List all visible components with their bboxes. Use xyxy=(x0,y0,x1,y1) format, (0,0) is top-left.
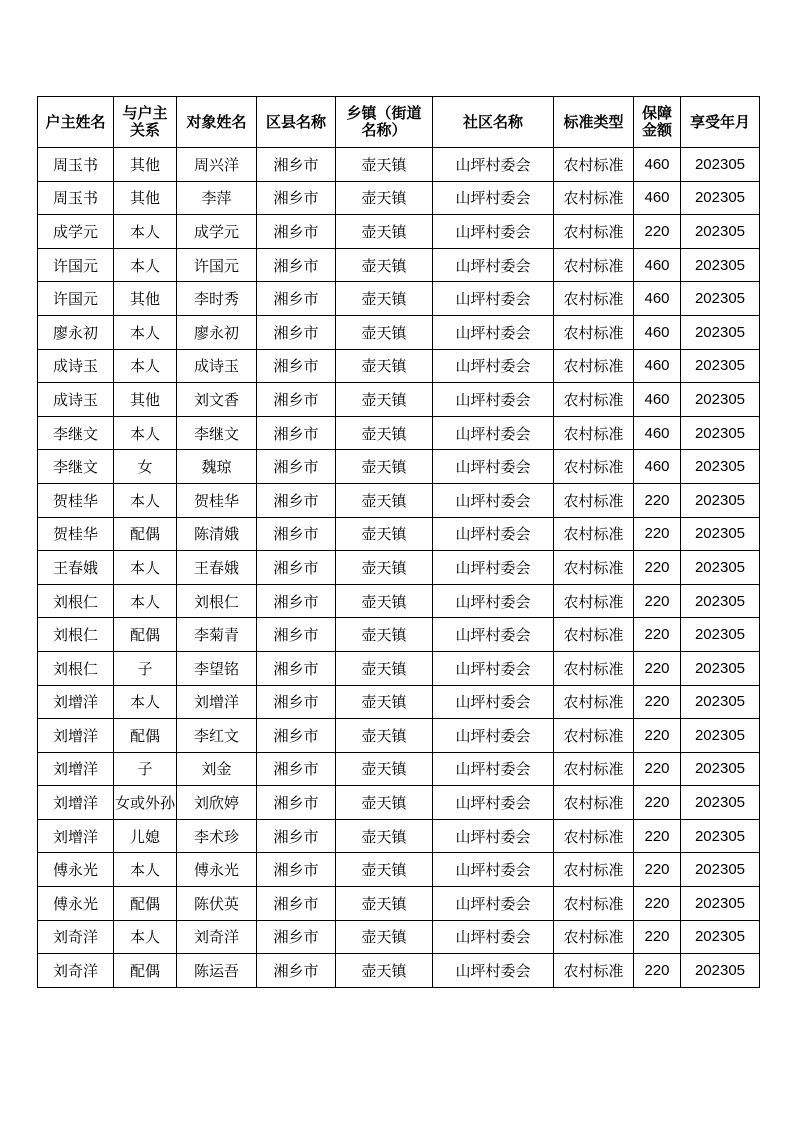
header-township: 乡镇（街道名称） xyxy=(336,97,433,148)
amount-cell: 220 xyxy=(634,719,681,753)
county-cell: 湘乡市 xyxy=(257,752,336,786)
county-cell: 湘乡市 xyxy=(257,584,336,618)
recipient-name-cell: 李望铭 xyxy=(177,651,257,685)
recipient-name-cell: 陈运吾 xyxy=(177,954,257,988)
relation-cell xyxy=(114,248,177,282)
household-head-cell: 刘增洋 xyxy=(38,786,114,820)
relation-cell xyxy=(114,920,177,954)
recipient-name-cell: 李术珍 xyxy=(177,819,257,853)
community-cell: 山坪村委会 xyxy=(433,181,554,215)
community-cell: 山坪村委会 xyxy=(433,551,554,585)
table-row xyxy=(38,517,760,551)
relation-text: 女 xyxy=(137,458,153,477)
county-cell: 湘乡市 xyxy=(257,248,336,282)
amount-cell: 220 xyxy=(634,786,681,820)
relation-text: 本人 xyxy=(129,424,160,443)
relation-text: 子 xyxy=(137,659,153,678)
month-cell: 202305 xyxy=(681,416,760,450)
recipient-name-cell: 刘金 xyxy=(177,752,257,786)
recipient-name-cell: 李继文 xyxy=(177,416,257,450)
standard-type-cell: 农村标准 xyxy=(554,248,634,282)
recipient-name-cell: 刘增洋 xyxy=(177,685,257,719)
household-head-cell: 贺桂华 xyxy=(38,483,114,517)
amount-cell: 460 xyxy=(634,282,681,316)
table-row xyxy=(38,920,760,954)
community-cell: 山坪村委会 xyxy=(433,315,554,349)
township-cell: 壶天镇 xyxy=(336,416,433,450)
standard-type-cell: 农村标准 xyxy=(554,651,634,685)
recipient-name-cell: 傅永光 xyxy=(177,853,257,887)
month-cell: 202305 xyxy=(681,618,760,652)
month-cell: 202305 xyxy=(681,853,760,887)
standard-type-cell: 农村标准 xyxy=(554,148,634,182)
month-cell: 202305 xyxy=(681,719,760,753)
amount-cell: 460 xyxy=(634,315,681,349)
header-month: 享受年月 xyxy=(681,97,760,148)
month-cell: 202305 xyxy=(681,584,760,618)
standard-type-cell: 农村标准 xyxy=(554,584,634,618)
standard-type-cell: 农村标准 xyxy=(554,450,634,484)
month-cell: 202305 xyxy=(681,349,760,383)
amount-cell: 220 xyxy=(634,819,681,853)
recipient-name-cell: 王春娥 xyxy=(177,551,257,585)
household-head-cell: 李继文 xyxy=(38,450,114,484)
community-cell: 山坪村委会 xyxy=(433,887,554,921)
community-cell: 山坪村委会 xyxy=(433,148,554,182)
recipient-name-cell: 刘欣婷 xyxy=(177,786,257,820)
relation-text: 其他 xyxy=(129,390,160,409)
community-cell: 山坪村委会 xyxy=(433,584,554,618)
county-cell: 湘乡市 xyxy=(257,383,336,417)
recipient-name-cell: 成诗玉 xyxy=(177,349,257,383)
township-cell: 壶天镇 xyxy=(336,517,433,551)
relation-cell xyxy=(114,954,177,988)
header-row xyxy=(38,97,760,148)
table-row xyxy=(38,685,760,719)
relation-text: 配偶 xyxy=(129,894,160,913)
standard-type-cell: 农村标准 xyxy=(554,315,634,349)
relation-cell xyxy=(114,719,177,753)
relation-text: 本人 xyxy=(129,693,160,712)
household-head-cell: 刘增洋 xyxy=(38,685,114,719)
relation-text: 配偶 xyxy=(129,525,160,544)
standard-type-cell: 农村标准 xyxy=(554,887,634,921)
relation-cell xyxy=(114,349,177,383)
amount-cell: 460 xyxy=(634,148,681,182)
county-cell: 湘乡市 xyxy=(257,181,336,215)
amount-cell: 220 xyxy=(634,752,681,786)
amount-cell: 220 xyxy=(634,920,681,954)
standard-type-cell: 农村标准 xyxy=(554,349,634,383)
township-cell: 壶天镇 xyxy=(336,483,433,517)
header-recipient-name: 对象姓名 xyxy=(177,97,257,148)
township-cell: 壶天镇 xyxy=(336,920,433,954)
recipient-name-cell: 李萍 xyxy=(177,181,257,215)
relation-text: 本人 xyxy=(129,861,160,880)
relation-text: 其他 xyxy=(129,155,160,174)
month-cell: 202305 xyxy=(681,248,760,282)
community-cell: 山坪村委会 xyxy=(433,685,554,719)
county-cell: 湘乡市 xyxy=(257,685,336,719)
community-cell: 山坪村委会 xyxy=(433,517,554,551)
county-cell: 湘乡市 xyxy=(257,551,336,585)
month-cell: 202305 xyxy=(681,786,760,820)
recipient-name-cell: 许国元 xyxy=(177,248,257,282)
township-cell: 壶天镇 xyxy=(336,349,433,383)
household-head-cell: 廖永初 xyxy=(38,315,114,349)
community-cell: 山坪村委会 xyxy=(433,450,554,484)
household-head-cell: 许国元 xyxy=(38,282,114,316)
township-cell: 壶天镇 xyxy=(336,887,433,921)
standard-type-cell: 农村标准 xyxy=(554,517,634,551)
header-standard-type: 标准类型 xyxy=(554,97,634,148)
community-cell: 山坪村委会 xyxy=(433,954,554,988)
community-cell: 山坪村委会 xyxy=(433,483,554,517)
table-header xyxy=(38,97,760,148)
amount-cell: 220 xyxy=(634,954,681,988)
relation-cell xyxy=(114,853,177,887)
relation-cell xyxy=(114,752,177,786)
amount-cell: 220 xyxy=(634,618,681,652)
township-cell: 壶天镇 xyxy=(336,450,433,484)
month-cell: 202305 xyxy=(681,887,760,921)
table-row xyxy=(38,719,760,753)
relation-text: 配偶 xyxy=(129,626,160,645)
relation-cell xyxy=(114,383,177,417)
household-head-cell: 刘根仁 xyxy=(38,584,114,618)
household-head-cell: 刘增洋 xyxy=(38,719,114,753)
table-row xyxy=(38,148,760,182)
recipient-name-cell: 周兴洋 xyxy=(177,148,257,182)
household-head-cell: 成学元 xyxy=(38,215,114,249)
table-row xyxy=(38,315,760,349)
relation-text: 本人 xyxy=(129,357,160,376)
amount-cell: 220 xyxy=(634,853,681,887)
month-cell: 202305 xyxy=(681,517,760,551)
household-head-cell: 刘增洋 xyxy=(38,819,114,853)
household-head-cell: 贺桂华 xyxy=(38,517,114,551)
standard-type-cell: 农村标准 xyxy=(554,719,634,753)
community-cell: 山坪村委会 xyxy=(433,416,554,450)
relation-cell xyxy=(114,786,177,820)
standard-type-cell: 农村标准 xyxy=(554,853,634,887)
household-head-cell: 刘根仁 xyxy=(38,651,114,685)
table-row xyxy=(38,450,760,484)
county-cell: 湘乡市 xyxy=(257,349,336,383)
county-cell: 湘乡市 xyxy=(257,920,336,954)
month-cell: 202305 xyxy=(681,215,760,249)
county-cell: 湘乡市 xyxy=(257,450,336,484)
recipient-name-cell: 李时秀 xyxy=(177,282,257,316)
standard-type-cell: 农村标准 xyxy=(554,483,634,517)
recipient-name-cell: 陈伏英 xyxy=(177,887,257,921)
table-row xyxy=(38,383,760,417)
county-cell: 湘乡市 xyxy=(257,887,336,921)
month-cell: 202305 xyxy=(681,181,760,215)
community-cell: 山坪村委会 xyxy=(433,215,554,249)
standard-type-cell: 农村标准 xyxy=(554,181,634,215)
month-cell: 202305 xyxy=(681,315,760,349)
recipient-name-cell: 刘奇洋 xyxy=(177,920,257,954)
community-cell: 山坪村委会 xyxy=(433,248,554,282)
relation-text: 配偶 xyxy=(129,962,160,981)
relation-text: 本人 xyxy=(129,256,160,275)
township-cell: 壶天镇 xyxy=(336,148,433,182)
amount-cell: 460 xyxy=(634,450,681,484)
recipient-name-cell: 成学元 xyxy=(177,215,257,249)
recipient-name-cell: 刘根仁 xyxy=(177,584,257,618)
township-cell: 壶天镇 xyxy=(336,315,433,349)
relation-cell xyxy=(114,416,177,450)
relation-cell xyxy=(114,181,177,215)
standard-type-cell: 农村标准 xyxy=(554,920,634,954)
table-row xyxy=(38,584,760,618)
month-cell: 202305 xyxy=(681,483,760,517)
county-cell: 湘乡市 xyxy=(257,819,336,853)
relation-text: 本人 xyxy=(129,491,160,510)
standard-type-cell: 农村标准 xyxy=(554,215,634,249)
amount-cell: 220 xyxy=(634,215,681,249)
standard-type-cell: 农村标准 xyxy=(554,551,634,585)
month-cell: 202305 xyxy=(681,282,760,316)
township-cell: 壶天镇 xyxy=(336,248,433,282)
community-cell: 山坪村委会 xyxy=(433,349,554,383)
relation-cell xyxy=(114,618,177,652)
amount-cell: 220 xyxy=(634,651,681,685)
amount-cell: 220 xyxy=(634,483,681,517)
header-household-head: 户主姓名 xyxy=(38,97,114,148)
table-row xyxy=(38,887,760,921)
month-cell: 202305 xyxy=(681,920,760,954)
relation-text: 其他 xyxy=(129,290,160,309)
township-cell: 壶天镇 xyxy=(336,651,433,685)
township-cell: 壶天镇 xyxy=(336,618,433,652)
community-cell: 山坪村委会 xyxy=(433,282,554,316)
county-cell: 湘乡市 xyxy=(257,282,336,316)
township-cell: 壶天镇 xyxy=(336,954,433,988)
relation-text: 其他 xyxy=(129,189,160,208)
header-amount: 保障金额 xyxy=(634,97,681,148)
household-head-cell: 傅永光 xyxy=(38,853,114,887)
month-cell: 202305 xyxy=(681,450,760,484)
recipient-name-cell: 刘文香 xyxy=(177,383,257,417)
table-row xyxy=(38,349,760,383)
township-cell: 壶天镇 xyxy=(336,752,433,786)
table-row xyxy=(38,954,760,988)
amount-cell: 220 xyxy=(634,887,681,921)
community-cell: 山坪村委会 xyxy=(433,819,554,853)
table-row xyxy=(38,786,760,820)
relation-text: 本人 xyxy=(129,222,160,241)
relation-cell xyxy=(114,551,177,585)
household-head-cell: 刘奇洋 xyxy=(38,920,114,954)
standard-type-cell: 农村标准 xyxy=(554,752,634,786)
month-cell: 202305 xyxy=(681,651,760,685)
month-cell: 202305 xyxy=(681,819,760,853)
header-county: 区县名称 xyxy=(257,97,336,148)
recipient-name-cell: 贺桂华 xyxy=(177,483,257,517)
table-row xyxy=(38,248,760,282)
amount-cell: 460 xyxy=(634,416,681,450)
township-cell: 壶天镇 xyxy=(336,383,433,417)
township-cell: 壶天镇 xyxy=(336,853,433,887)
relation-text: 本人 xyxy=(129,592,160,611)
relation-cell xyxy=(114,651,177,685)
community-cell: 山坪村委会 xyxy=(433,920,554,954)
amount-cell: 220 xyxy=(634,551,681,585)
standard-type-cell: 农村标准 xyxy=(554,685,634,719)
recipient-name-cell: 廖永初 xyxy=(177,315,257,349)
standard-type-cell: 农村标准 xyxy=(554,416,634,450)
township-cell: 壶天镇 xyxy=(336,786,433,820)
household-head-cell: 许国元 xyxy=(38,248,114,282)
table-row xyxy=(38,416,760,450)
relation-cell xyxy=(114,148,177,182)
amount-cell: 220 xyxy=(634,685,681,719)
relief-recipient-table xyxy=(37,96,760,988)
township-cell: 壶天镇 xyxy=(336,719,433,753)
household-head-cell: 刘根仁 xyxy=(38,618,114,652)
recipient-name-cell: 李菊青 xyxy=(177,618,257,652)
relation-text: 儿媳 xyxy=(129,827,160,846)
county-cell: 湘乡市 xyxy=(257,954,336,988)
standard-type-cell: 农村标准 xyxy=(554,282,634,316)
table-body xyxy=(38,148,760,988)
recipient-name-cell: 陈清娥 xyxy=(177,517,257,551)
relation-text: 子 xyxy=(137,760,153,779)
amount-cell: 460 xyxy=(634,349,681,383)
township-cell: 壶天镇 xyxy=(336,181,433,215)
recipient-name-cell: 李红文 xyxy=(177,719,257,753)
table-row xyxy=(38,752,760,786)
relation-text: 女或外孙 xyxy=(114,794,175,813)
relation-cell xyxy=(114,887,177,921)
household-head-cell: 傅永光 xyxy=(38,887,114,921)
county-cell: 湘乡市 xyxy=(257,483,336,517)
relation-cell xyxy=(114,450,177,484)
county-cell: 湘乡市 xyxy=(257,853,336,887)
community-cell: 山坪村委会 xyxy=(433,651,554,685)
relation-cell xyxy=(114,819,177,853)
header-relation: 与户主关系 xyxy=(114,97,177,148)
household-head-cell: 刘奇洋 xyxy=(38,954,114,988)
amount-cell: 460 xyxy=(634,383,681,417)
month-cell: 202305 xyxy=(681,383,760,417)
standard-type-cell: 农村标准 xyxy=(554,954,634,988)
county-cell: 湘乡市 xyxy=(257,517,336,551)
township-cell: 壶天镇 xyxy=(336,685,433,719)
relation-cell xyxy=(114,215,177,249)
month-cell: 202305 xyxy=(681,954,760,988)
month-cell: 202305 xyxy=(681,148,760,182)
township-cell: 壶天镇 xyxy=(336,215,433,249)
county-cell: 湘乡市 xyxy=(257,416,336,450)
amount-cell: 220 xyxy=(634,517,681,551)
county-cell: 湘乡市 xyxy=(257,618,336,652)
table-row xyxy=(38,181,760,215)
table-row xyxy=(38,618,760,652)
community-cell: 山坪村委会 xyxy=(433,786,554,820)
household-head-cell: 刘增洋 xyxy=(38,752,114,786)
household-head-cell: 周玉书 xyxy=(38,148,114,182)
community-cell: 山坪村委会 xyxy=(433,383,554,417)
amount-cell: 460 xyxy=(634,181,681,215)
relation-cell xyxy=(114,584,177,618)
community-cell: 山坪村委会 xyxy=(433,719,554,753)
table-row xyxy=(38,853,760,887)
amount-cell: 220 xyxy=(634,584,681,618)
relation-cell xyxy=(114,315,177,349)
table-row xyxy=(38,651,760,685)
relation-cell xyxy=(114,685,177,719)
standard-type-cell: 农村标准 xyxy=(554,618,634,652)
standard-type-cell: 农村标准 xyxy=(554,819,634,853)
household-head-cell: 周玉书 xyxy=(38,181,114,215)
household-head-cell: 李继文 xyxy=(38,416,114,450)
month-cell: 202305 xyxy=(681,752,760,786)
recipient-name-cell: 魏琼 xyxy=(177,450,257,484)
household-head-cell: 成诗玉 xyxy=(38,383,114,417)
community-cell: 山坪村委会 xyxy=(433,752,554,786)
relation-cell xyxy=(114,282,177,316)
table-row xyxy=(38,282,760,316)
county-cell: 湘乡市 xyxy=(257,215,336,249)
relation-text: 本人 xyxy=(129,558,160,577)
county-cell: 湘乡市 xyxy=(257,786,336,820)
county-cell: 湘乡市 xyxy=(257,315,336,349)
month-cell: 202305 xyxy=(681,685,760,719)
township-cell: 壶天镇 xyxy=(336,584,433,618)
table-row xyxy=(38,551,760,585)
relation-text: 配偶 xyxy=(129,726,160,745)
community-cell: 山坪村委会 xyxy=(433,853,554,887)
relation-text: 本人 xyxy=(129,323,160,342)
county-cell: 湘乡市 xyxy=(257,148,336,182)
table-row xyxy=(38,819,760,853)
standard-type-cell: 农村标准 xyxy=(554,786,634,820)
standard-type-cell: 农村标准 xyxy=(554,383,634,417)
relation-cell xyxy=(114,517,177,551)
township-cell: 壶天镇 xyxy=(336,282,433,316)
household-head-cell: 成诗玉 xyxy=(38,349,114,383)
household-head-cell: 王春娥 xyxy=(38,551,114,585)
township-cell: 壶天镇 xyxy=(336,819,433,853)
relation-cell xyxy=(114,483,177,517)
header-community: 社区名称 xyxy=(433,97,554,148)
county-cell: 湘乡市 xyxy=(257,719,336,753)
amount-cell: 460 xyxy=(634,248,681,282)
county-cell: 湘乡市 xyxy=(257,651,336,685)
relation-text: 本人 xyxy=(129,928,160,947)
township-cell: 壶天镇 xyxy=(336,551,433,585)
month-cell: 202305 xyxy=(681,551,760,585)
table-row xyxy=(38,483,760,517)
community-cell: 山坪村委会 xyxy=(433,618,554,652)
table-row xyxy=(38,215,760,249)
